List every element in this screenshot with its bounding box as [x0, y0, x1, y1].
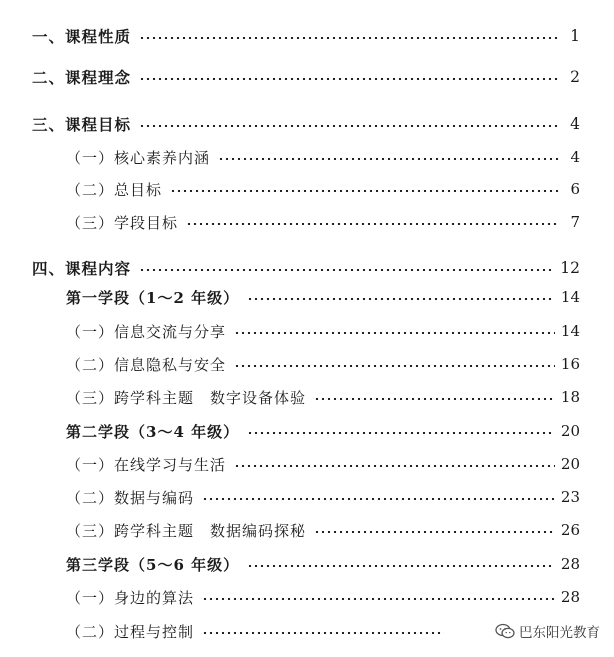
toc-entry-title: 四、课程内容	[32, 259, 132, 278]
toc-entry	[32, 256, 580, 280]
toc-entry-page: 12	[560, 259, 580, 277]
toc-entry	[66, 319, 580, 343]
toc-entry-page: 1	[570, 27, 580, 45]
toc-entry	[66, 352, 580, 376]
toc-dot-leader	[234, 365, 555, 367]
toc-entry-page: 18	[560, 388, 580, 406]
toc-entry-title: （一）信息交流与分享	[66, 322, 227, 341]
toc-entry	[66, 419, 580, 443]
watermark-text: 巴东阳光教育	[519, 625, 600, 641]
toc-entry-page: 14	[560, 288, 580, 306]
toc-entry-title: 二、课程理念	[32, 68, 132, 87]
toc-dot-leader	[247, 432, 555, 434]
toc-dot-leader	[202, 498, 555, 500]
toc-dot-leader	[314, 531, 555, 533]
toc-entry-title: 第三学段（5～6 年级）	[66, 555, 240, 574]
toc-dot-leader	[139, 78, 560, 80]
toc-entry-page: 4	[570, 115, 580, 133]
toc-dot-leader	[139, 37, 560, 39]
toc-entry	[66, 210, 580, 234]
toc-entry	[66, 285, 580, 309]
toc-dot-leader	[234, 465, 555, 467]
toc-entry-title: （三）学段目标	[66, 213, 179, 232]
toc-dot-leader	[170, 190, 560, 192]
toc-dot-leader	[202, 598, 555, 600]
toc-entry	[66, 518, 580, 542]
toc-entry	[32, 112, 580, 136]
toc-entry-page: 4	[570, 148, 580, 166]
toc-entry-page: 20	[560, 455, 580, 473]
toc-entry-page: 28	[560, 588, 580, 606]
toc-entry-page: 16	[560, 355, 580, 373]
toc-entry-page: 28	[560, 555, 580, 573]
toc-entry	[66, 177, 580, 201]
toc-dot-leader	[234, 332, 555, 334]
toc-entry-title: 第一学段（1～2 年级）	[66, 288, 240, 307]
toc-dot-leader	[314, 398, 555, 400]
toc-entry	[66, 145, 580, 169]
toc-entry	[32, 65, 580, 89]
toc-dot-leader	[247, 565, 555, 567]
toc-entry-title: （二）过程与控制	[66, 622, 195, 641]
toc-dot-leader	[247, 298, 555, 300]
toc-entry-page: 6	[570, 180, 580, 198]
toc-entry-page: 2	[570, 68, 580, 86]
wechat-icon	[495, 623, 515, 639]
toc-entry-title: 一、课程性质	[32, 27, 132, 46]
toc-entry-page: 20	[560, 422, 580, 440]
toc-entry-title: （三）跨学科主题 数字设备体验	[66, 388, 307, 407]
toc-entry	[66, 452, 580, 476]
toc-entry	[32, 24, 580, 48]
toc-dot-leader	[186, 223, 560, 225]
toc-dot-leader	[218, 158, 560, 160]
toc-entry-title: 三、课程目标	[32, 115, 132, 134]
toc-entry	[66, 585, 580, 609]
toc-entry-page: 26	[560, 521, 580, 539]
toc-entry-title: （二）总目标	[66, 180, 163, 199]
toc-entry-page: 7	[570, 213, 580, 231]
toc-entry-title: （三）跨学科主题 数据编码探秘	[66, 521, 307, 540]
toc-entry	[66, 385, 580, 409]
toc-entry	[66, 485, 580, 509]
toc-entry-title: （一）核心素养内涵	[66, 148, 211, 167]
toc-dot-leader	[202, 632, 444, 634]
toc-entry-title: 第二学段（3～4 年级）	[66, 422, 240, 441]
toc-entry-title: （二）信息隐私与安全	[66, 355, 227, 374]
toc-dot-leader	[139, 125, 560, 127]
toc-entry-title: （一）在线学习与生活	[66, 455, 227, 474]
toc-dot-leader	[139, 269, 554, 271]
toc-entry	[66, 619, 464, 643]
toc-entry-title: （一）身边的算法	[66, 588, 195, 607]
toc-entry-page: 23	[560, 488, 580, 506]
toc-entry-page: 14	[560, 322, 580, 340]
toc-entry	[66, 552, 580, 576]
watermark	[495, 621, 600, 641]
toc-entry-title: （二）数据与编码	[66, 488, 195, 507]
